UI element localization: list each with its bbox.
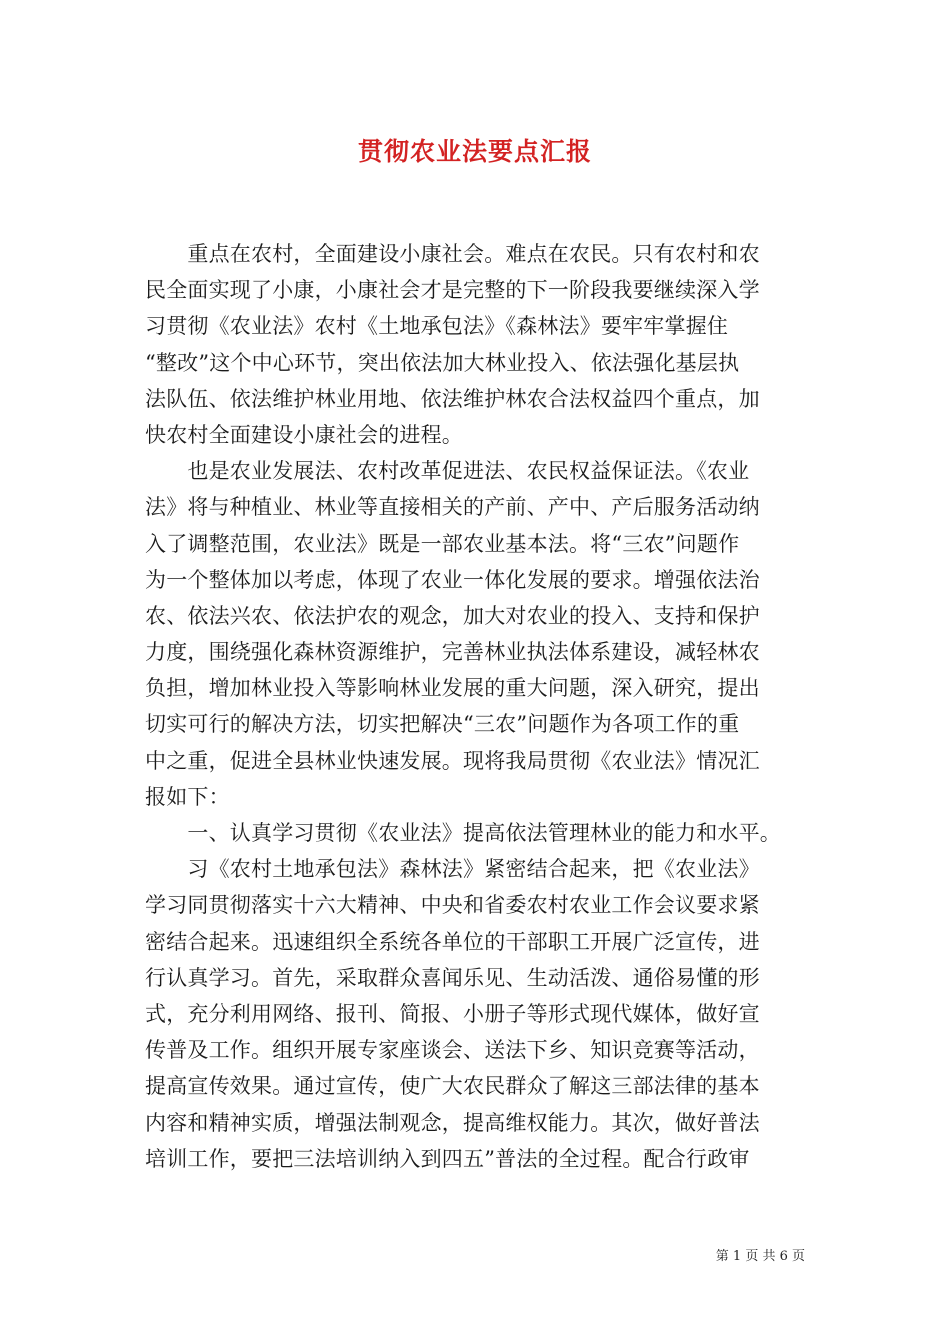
- page-number: 第 1 页 共 6 页: [715, 1249, 805, 1264]
- text-line: 重点在农村，全面建设小康社会。难点在农民。只有农村和农: [145, 242, 760, 266]
- text-line: 传普及工作。组织开展专家座谈会、送法下乡、知识竞赛等活动，: [145, 1038, 760, 1063]
- text-line: 负担，增加林业投入等影响林业发展的重大问题，深入研究，提出: [145, 676, 760, 701]
- text-line: 内容和精神实质，增强法制观念，提高维权能力。其次，做好普法: [145, 1110, 760, 1135]
- text-line: 法队伍、依法维护林业用地、依法维护林农合法权益四个重点，加: [145, 386, 760, 411]
- text-line: 培训工作，要把三法培训纳入到四五”普法的全过程。配合行政审: [145, 1146, 750, 1171]
- text-line: 习贯彻《农业法》农村《土地承包法》《森林法》要牢牢掌握住: [145, 314, 729, 339]
- text-line: “整改”这个中心环节，突出依法加大林业投入、依法强化基层执: [145, 350, 740, 375]
- text-line: 快农村全面建设小康社会的进程。: [145, 422, 463, 447]
- text-line: 习《农村土地承包法》森林法》紧密结合起来，把《农业法》: [145, 857, 760, 882]
- text-line: 农、依法兴农、依法护农的观念，加大对农业的投入、支持和保护: [145, 603, 760, 628]
- text-line: 民全面实现了小康，小康社会才是完整的下一阶段我要继续深入学: [145, 278, 760, 303]
- text-line: 行认真学习。首先，采取群众喜闻乐见、生动活泼、通俗易懂的形: [145, 965, 760, 990]
- text-line: 式，充分利用网络、报刊、简报、小册子等形式现代媒体，做好宣: [145, 1001, 760, 1026]
- document-body: [145, 236, 815, 1177]
- text-line: 中之重，促进全县林业快速发展。现将我局贯彻《农业法》情况汇: [145, 748, 760, 773]
- text-line: 也是农业发展法、农村改革促进法、农民权益保证法。《农业: [145, 459, 750, 484]
- text-line: 为一个整体加以考虑，体现了农业一体化发展的要求。增强依法治: [145, 567, 760, 592]
- text-line: 入了调整范围，农业法》既是一部农业基本法。将“三农”问题作: [145, 531, 740, 556]
- text-line: 学习同贯彻落实十六大精神、中央和省委农村农业工作会议要求紧: [145, 893, 760, 918]
- text-line: 一、认真学习贯彻《农业法》提高依法管理林业的能力和水平。: [145, 821, 781, 845]
- text-line: 密结合起来。迅速组织全系统各单位的干部职工开展广泛宣传，进: [145, 929, 760, 954]
- document-title: 贯彻农业法要点汇报: [357, 137, 592, 166]
- text-line: 法》将与种植业、林业等直接相关的产前、产中、产后服务活动纳: [145, 495, 760, 520]
- text-line: 提高宣传效果。通过宣传，使广大农民群众了解这三部法律的基本: [145, 1074, 760, 1099]
- text-line: 报如下：: [145, 784, 230, 809]
- text-line: 力度，围绕强化森林资源维护，完善林业执法体系建设，减轻林农: [145, 640, 760, 665]
- text-line: 切实可行的解决方法，切实把解决“三农”问题作为各项工作的重: [145, 712, 740, 737]
